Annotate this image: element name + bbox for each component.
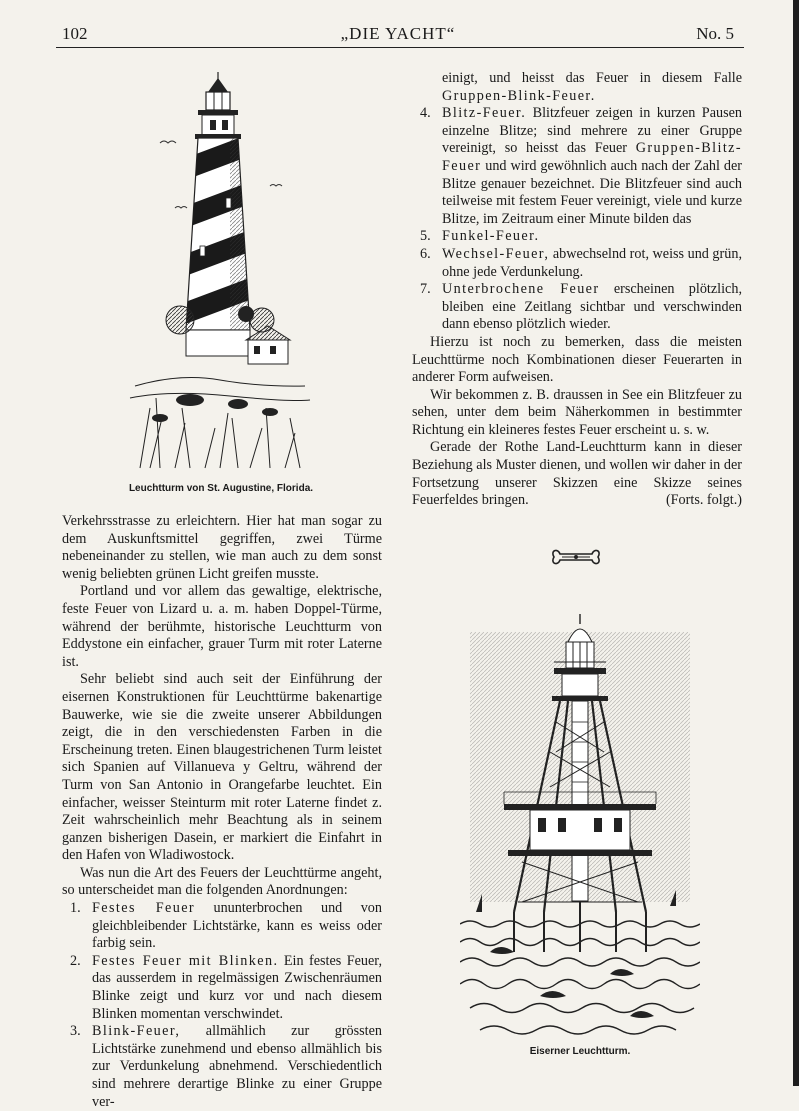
st-augustine-lighthouse-illustration	[120, 68, 320, 480]
list-item: 4. Blitz-Feuer. Blitzfeuer zeigen in kurzen Pausen einzelne Blitze; sind mehrere zu einer Gruppe vereinigt, so heisst das Feuer Gruppen-Blitz-Feuer und wird gewöhnlich auch nach der Zahl der Blitze genauer bezeichnet. Die Blitzfeuer sind auch teilweise mit festem Feuer vereinigt, viele und kurze Blitze, im Zeitraum einer Minute bilden das	[420, 105, 742, 227]
iron-lighthouse-illustration	[460, 612, 700, 1044]
journal-title: „DIE YACHT“	[340, 24, 456, 43]
list-term: Funkel-Feuer.	[442, 228, 540, 245]
paragraph: Verkehrsstrasse zu erleichtern. Hier hat man sogar zu dem Auskunftsmittel gegriffen, zwei Türme nebeneinander zu stellen, wie man auch zu dem sonst wenig beliebten grünen Licht greifen musste.	[62, 513, 382, 582]
list-item: 3. Blink-Feuer, allmählich zur grössten Lichtstärke zunehmend und ebenso allmählich bis zur Verdunkelung abnehmend. Verschiedentlich sind mehrere derartige Blinke zu einer Gruppe ver-	[70, 1023, 382, 1110]
paragraph: Wir bekommen z. B. draussen in See ein Blitzfeuer zu sehen, unter dem beim Näherkommen in bestimmter Richtung ein kleineres festes Feuer erscheint u. s. w.	[412, 386, 742, 438]
list-item: 6. Wechsel-Feuer, abwechselnd rot, weiss und grün, ohne jede Verdunkelung.	[420, 245, 742, 280]
list-term: Wechsel-Feuer,	[442, 245, 550, 262]
figure-caption-st-augustine: Leuchtturm von St. Augustine, Florida.	[128, 483, 314, 494]
left-column	[62, 513, 382, 1111]
list-term: Gruppen-Blitz-Feuer	[442, 140, 742, 174]
list-term: Unterbrochene Feuer	[442, 281, 600, 298]
list-term: Blitz-Feuer.	[442, 105, 527, 122]
figure-caption-iron-lighthouse: Eiserner Leuchtturm.	[529, 1046, 631, 1057]
page-number: 102	[62, 24, 88, 43]
list-item: 1. Festes Feuer ununterbrochen und von gleichbleibender Lichtstärke, kann es weiss oder farbig sein.	[70, 900, 382, 952]
paragraph: Sehr beliebt sind auch seit der Einführung der eisernen Konstruktionen für Leuchttürme bakenartige Bauwerke, wie sie die zweite unserer Abbildungen zeigt, die in den verschiedensten Farben in die Erscheinung treten. Einen blaugestrichenen Turm leistet sich Spanien auf Villanueva y Geltru, während der Turm von San Antonio in Orangefarbe leuchtet. Ein einfacher, weisser Steinturm mit roter Laterne findet z. Zeit wahrscheinlich mehr Beachtung als in seinem ganzen bisherigen Dasein, er markiert die Einfahrt in den Hafen von Wladiwostock.	[62, 671, 382, 864]
issue-number: No. 5	[696, 24, 734, 43]
list-item-continued: einigt, und heisst das Feuer in diesem Falle Gruppen-Blink-Feuer.	[442, 70, 742, 104]
page-edge	[793, 0, 799, 1086]
list-term: Gruppen-Blink-Feuer.	[442, 87, 596, 104]
list-item: 2. Festes Feuer mit Blinken. Ein festes Feuer, das ausserdem in regelmässigen Zwischenräumen Blinke zeigt und kurz vor und nach diesem Blinken momentan verschwindet.	[70, 952, 382, 1022]
header-rule	[56, 47, 744, 48]
list-term: Festes Feuer mit Blinken.	[92, 952, 279, 969]
continuation-note: (Forts. folgt.)	[665, 492, 742, 509]
list-term: Blink-Feuer,	[92, 1023, 181, 1040]
right-column	[412, 70, 742, 510]
paragraph: Hierzu ist noch zu bemerken, dass die meisten Leuchttürme noch Kombinationen dieser Feuerarten in anderer Form aufweisen.	[412, 333, 742, 386]
paragraph: Gerade der Rothe Land-Leuchtturm kann in dieser Beziehung als Muster dienen, und wollen wir daher in der Fortsetzung unserer Skizzen eine Skizze seines Feuerfeldes bringen. (Forts. folgt.)	[412, 439, 742, 509]
ornament-divider	[548, 546, 604, 568]
paragraph: Was nun die Art des Feuers der Leuchttürme angeht, so unterscheidet man die folgenden Anordnungen:	[62, 864, 382, 899]
list-term: Festes Feuer	[92, 900, 196, 917]
paragraph: Portland und vor allem das gewaltige, elektrische, feste Feuer von Lizard u. a. m. haben Doppel-Türme, während der berühmte, historische Leuchtturm von Eddystone ein einfacher, grauer Turm mit roter Laterne ist.	[62, 583, 382, 670]
list-item: 5. Funkel-Feuer.	[420, 228, 540, 245]
page-header	[62, 24, 734, 48]
list-item: 7. Unterbrochene Feuer erscheinen plötzlich, bleiben eine Zeitlang sichtbar und verschwinden dann ebenso plötzlich wieder.	[420, 281, 742, 333]
